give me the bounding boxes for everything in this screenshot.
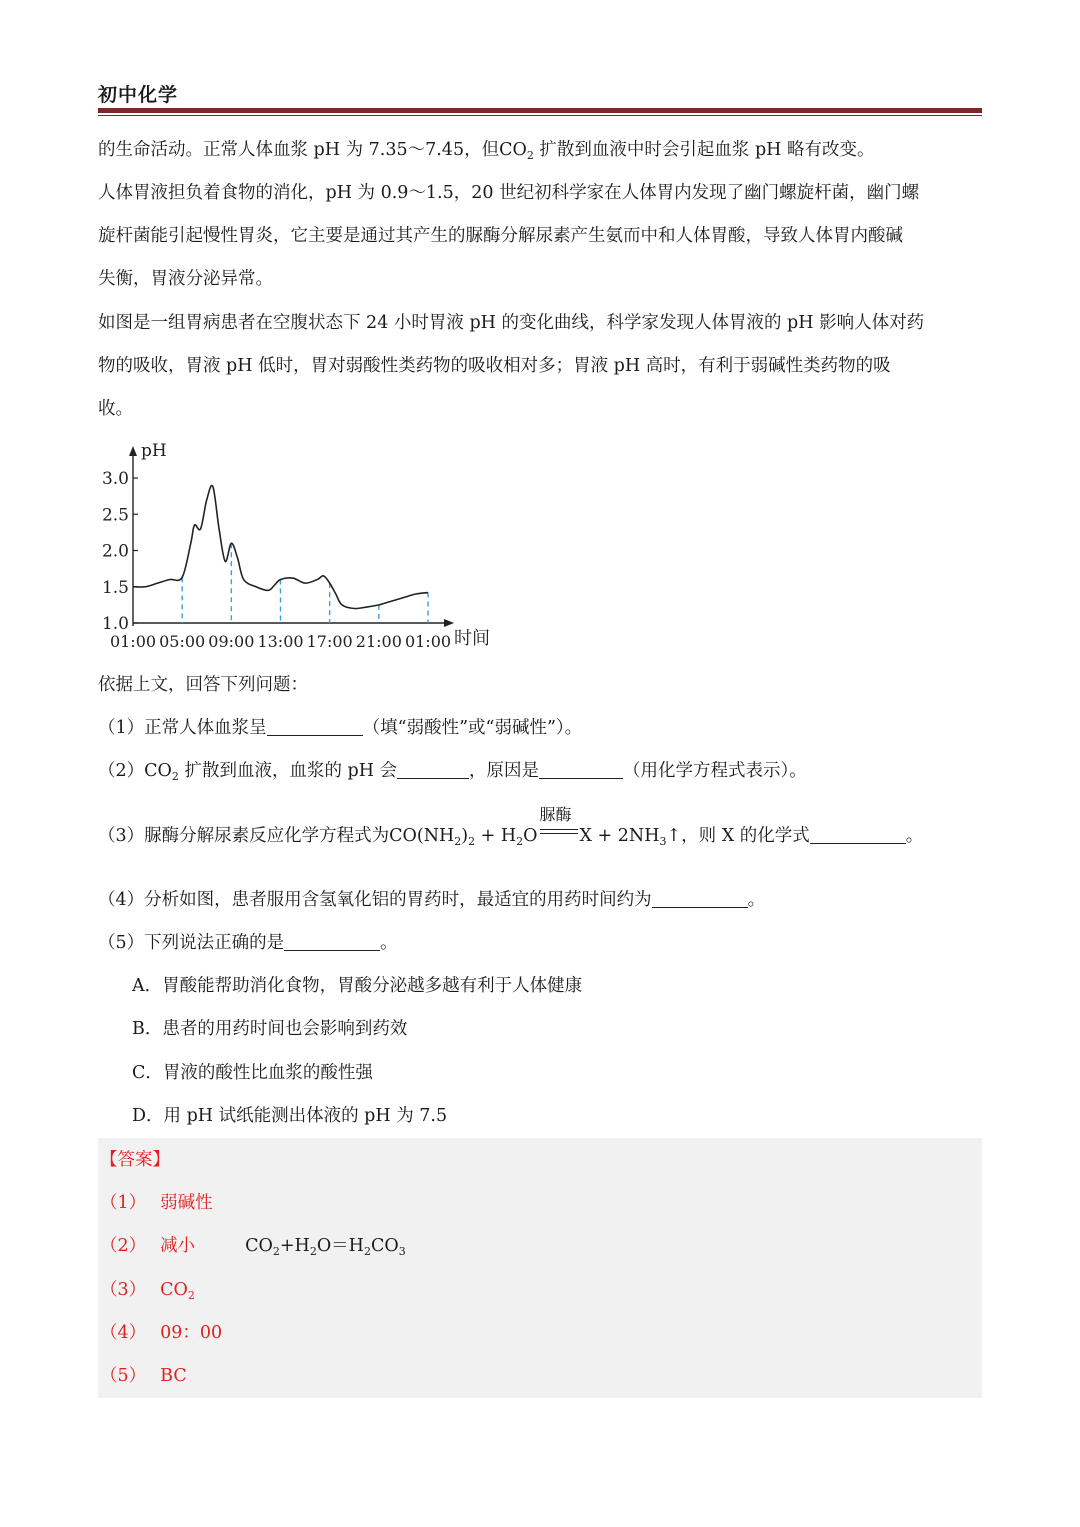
paragraph-3-line-1: 如图是一组胃病患者在空腹状态下 24 小时胃液 pH 的变化曲线，科学家发现人体胃液的 pH 影响人体对药 [98, 313, 925, 333]
answer-5-num: （5） [100, 1366, 147, 1386]
answer-2-num: （2） [100, 1236, 147, 1256]
p1-text-a: 的生命活动。正常人体血浆 pH 为 7.35～7.45，但 [98, 140, 500, 160]
y-tick-label: 1.0 [101, 614, 129, 634]
q4-text-a: （4）分析如图，患者服用含氢氧化铝的胃药时，最适宜的用药时间约为 [98, 890, 652, 910]
q3-text-c: 。 [905, 826, 924, 846]
x-tick-label: 09:00 [208, 632, 255, 651]
answer-3-num: （3） [100, 1280, 147, 1300]
answer-1-num: （1） [100, 1193, 147, 1213]
ph-chart [98, 438, 518, 660]
q1-text-b: （填“弱酸性”或“弱碱性”）。 [362, 718, 583, 738]
q3-eq-water: + H [475, 826, 517, 846]
q2-sub: 2 [171, 770, 179, 783]
q4-blank[interactable] [652, 889, 748, 908]
answer-3-value: CO [160, 1280, 188, 1300]
paragraph-3-line-2: 物的吸收，胃液 pH 低时，胃对弱酸性类药物的吸收相对多；胃液 pH 高时，有利于弱碱性类药物的吸 [98, 356, 891, 376]
answer-1-value: 弱碱性 [160, 1193, 213, 1213]
q3-eq-urea: CO(NH [389, 826, 455, 846]
q5-blank[interactable] [284, 932, 380, 951]
y-axis-arrow [129, 446, 137, 456]
questions-intro: 依据上文，回答下列问题： [98, 675, 308, 695]
question-3 [98, 805, 924, 854]
paragraph-1 [98, 138, 875, 168]
q2-co: CO [144, 761, 172, 781]
paragraph-3-line-3: 收。 [98, 399, 133, 419]
q2-blank-2[interactable] [539, 760, 623, 779]
option-d[interactable]: D．用 pH 试纸能测出体液的 pH 为 7.5 [132, 1106, 448, 1126]
paragraph-2-line-2: 旋杆菌能引起慢性胃炎，它主要是通过其产生的脲酶分解尿素产生氨而中和人体胃酸，导致人体胃内酸碱 [98, 226, 903, 246]
x-tick-label: 21:00 [355, 632, 402, 651]
q2-text-d: （用化学方程式表示）。 [623, 761, 807, 781]
q3-catalyst: 脲酶 [539, 805, 572, 824]
q3-eq-urea-close: ) [461, 826, 469, 846]
q3-text-a: （3）脲酶分解尿素反应化学方程式为 [98, 826, 390, 846]
option-b[interactable]: B．患者的用药时间也会影响到药效 [132, 1019, 408, 1039]
q5-text-b: 。 [380, 933, 398, 953]
paragraph-2-line-3: 失衡，胃液分泌异常。 [98, 269, 273, 289]
option-c[interactable]: C．胃液的酸性比血浆的酸性强 [132, 1063, 373, 1083]
y-tick-label: 1.5 [101, 577, 129, 598]
y-tick-label: 2.5 [101, 505, 129, 526]
p1-sub: 2 [526, 149, 534, 162]
x-tick-label: 01:00 [404, 632, 452, 651]
y-axis-label: pH [141, 441, 167, 461]
answer-4-num: （4） [100, 1323, 147, 1343]
answer-2 [100, 1234, 406, 1264]
q3-eq-products: X + 2NH [579, 826, 660, 846]
q3-gas-arrow: ↑ [666, 826, 682, 846]
question-2 [98, 759, 807, 789]
x-tick-label: 01:00 [109, 632, 157, 651]
q1-text-a: （1）正常人体血浆呈 [98, 718, 267, 738]
p1-co: CO [499, 140, 527, 160]
q3-eq-water-sub: 2 [516, 835, 524, 848]
answer-box [98, 1138, 982, 1398]
answer-4 [100, 1321, 222, 1345]
q2-text-c: ，原因是 [469, 761, 540, 781]
answer-5-value: BC [160, 1366, 187, 1386]
y-tick-label: 3.0 [101, 469, 129, 489]
header-rule-thick [98, 108, 982, 113]
q3-eq-water-o: O [523, 826, 538, 846]
q3-reaction-arrow [538, 805, 580, 843]
p1-text-b: 扩散到血液中时会引起血浆 pH 略有改变。 [533, 140, 875, 160]
q3-eq-urea-sub2: 2 [468, 835, 476, 848]
q2-text-a: （2） [98, 761, 145, 781]
answer-1 [100, 1191, 213, 1215]
x-axis-arrow [444, 619, 454, 627]
header-rule-thin [98, 115, 982, 116]
q3-eq-products-sub: 3 [659, 835, 667, 848]
q2-text-b: 扩散到血液，血浆的 pH 会 [178, 761, 398, 781]
q2-blank-1[interactable] [397, 760, 469, 779]
q3-text-b: ，则 X 的化学式 [681, 826, 810, 846]
answer-5 [100, 1364, 187, 1388]
answer-4-value: 09：00 [160, 1323, 223, 1343]
x-tick-label: 13:00 [257, 632, 304, 651]
question-4 [98, 888, 765, 912]
option-a[interactable]: A．胃酸能帮助消化食物，胃酸分泌越多越有利于人体健康 [132, 976, 583, 996]
question-5 [98, 931, 398, 955]
page-header: 初中化学 [98, 84, 179, 106]
answer-2-equation: $CO_2+H_2O=H_2CO_3$ [245, 1236, 406, 1258]
question-1 [98, 716, 582, 740]
x-axis-label: 时间 [454, 628, 490, 649]
q4-text-b: 。 [747, 890, 766, 910]
answer-2-value: 减小 [160, 1236, 196, 1256]
answer-3-sub: 2 [187, 1289, 195, 1302]
answer-3 [100, 1278, 195, 1308]
paragraph-2-line-1: 人体胃液担负着食物的消化，pH 为 0.9～1.5，20 世纪初科学家在人体胃内发现了幽门螺旋杆菌，幽门螺 [98, 183, 920, 203]
q3-eq-urea-sub: 2 [454, 835, 462, 848]
q5-text-a: （5）下列说法正确的是 [98, 933, 285, 953]
q1-blank[interactable] [267, 717, 363, 736]
q3-blank[interactable] [810, 825, 906, 844]
x-tick-label: 17:00 [306, 632, 353, 651]
x-tick-label: 05:00 [159, 632, 206, 651]
y-tick-label: 2.0 [101, 541, 129, 562]
answer-heading: 【答案】 [100, 1150, 170, 1170]
